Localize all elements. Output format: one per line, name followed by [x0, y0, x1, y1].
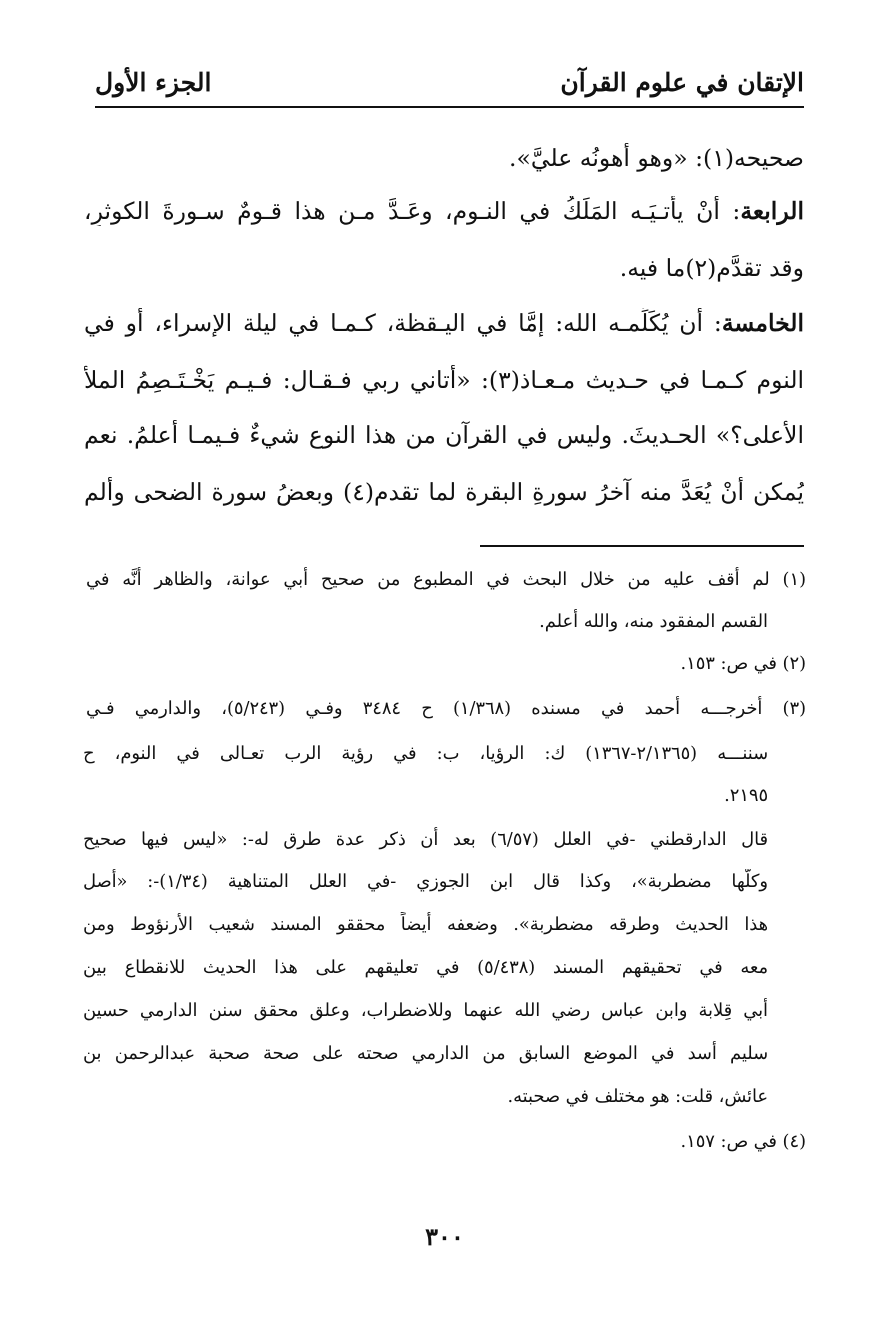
section-lead: الرابعة	[740, 197, 804, 225]
line-text: وقد تقدَّم(٢)ما فيه.	[619, 254, 804, 282]
footnote-line: (١) لم أقف عليه من خلال البحث في المطبوع من صحيح أبي عوانة، والظاهر أنَّه في	[86, 569, 806, 590]
running-header	[95, 62, 804, 108]
line-text: النوم كـمـا في حـديث مـعـاذ(٣): «أتاني ربي فـقـال: فـيـم يَخْـتَـصِمُ الملأ	[84, 366, 804, 394]
footnote-line: (٤) في ص: ١٥٧.	[680, 1131, 806, 1152]
book-title: الإتقان في علوم القرآن	[560, 68, 804, 97]
footnote-line: أبي قِلابة وابن عباس رضي الله عنهما وللاضطراب، وعلق محقق سنن الدارمي حسين	[83, 1000, 768, 1021]
line-text: : أن يُكَلِّمـه الله: إمَّا في اليـقظة، كـمـا في ليلة الإسراء، أو في	[84, 309, 722, 337]
footnote-line: قال الدارقطني -في العلل (٦/٥٧) بعد أن ذكر عدة طرق له-: «ليس فيها صحيح	[83, 829, 768, 850]
body-line	[84, 143, 804, 173]
page-number: ٣٠٠	[425, 1222, 464, 1251]
section-lead: الخامسة	[721, 309, 804, 337]
line-text: يُمكن أَنْ يُعَدَّ منه آخرُ سورةِ البقرة لما تقدم(٤) وبعضُ سورة الضحى وألم	[84, 478, 804, 506]
volume-label: الجزء الأول	[95, 68, 212, 97]
footnote-line: وكلّها مضطربة»، وكذا قال ابن الجوزي -في العلل المتناهية (١/٣٤)-: «أصل	[83, 871, 768, 892]
footnote-line: ٢١٩٥.	[724, 785, 768, 806]
footnote-line: (٢) في ص: ١٥٣.	[680, 653, 806, 674]
footnote-line: سننـــه (٢/١٣٦٥-١٣٦٧) ك: الرؤيا، ب: في رؤية الرب تعـالى في النوم، ح	[83, 743, 768, 764]
footnote-line: سليم أسد في الموضع السابق من الدارمي صحته على صحة صحبة عبدالرحمن بن	[83, 1043, 768, 1064]
body-line	[84, 253, 804, 283]
body-line	[84, 308, 804, 338]
line-text: صحيحه(١): «وهو أهونُه عليَّ».	[509, 144, 804, 172]
footnote-separator	[480, 545, 804, 547]
footnote-line: عائش، قلت: هو مختلف في صحبته.	[507, 1086, 768, 1107]
footnote-line: معه في تحقيقهم المسند (٥/٤٣٨) في تعليقهم على هذا الحديث للانقطاع بين	[83, 957, 768, 978]
footnote-line: (٣) أخرجـــه أحمد في مسنده (١/٣٦٨) ح ٣٤٨٤ وفـي (٥/٢٤٣)، والدارمي فـي	[86, 698, 806, 719]
body-line	[84, 365, 804, 395]
body-line	[84, 477, 804, 507]
footnote-line: هذا الحديث وطرقه مضطربة». وضعفه أيضاً محققو المسند شعيب الأرنؤوط ومن	[83, 914, 768, 935]
body-line	[84, 196, 804, 226]
body-line	[84, 420, 804, 450]
footnote-line: القسم المفقود منه، والله أعلم.	[539, 611, 768, 632]
line-text: : أَنْ يأتـيَـه المَلَكُ في النـوم، وعَـدَّ مـن هذا قـومٌ سـورةَ الكوثرِ،	[84, 197, 741, 225]
line-text: الأعلى؟» الحـديثَ. وليس في القرآن من هذا النوعِ شيءٌ فـيمـا أعلمُ. نعم	[84, 421, 804, 449]
